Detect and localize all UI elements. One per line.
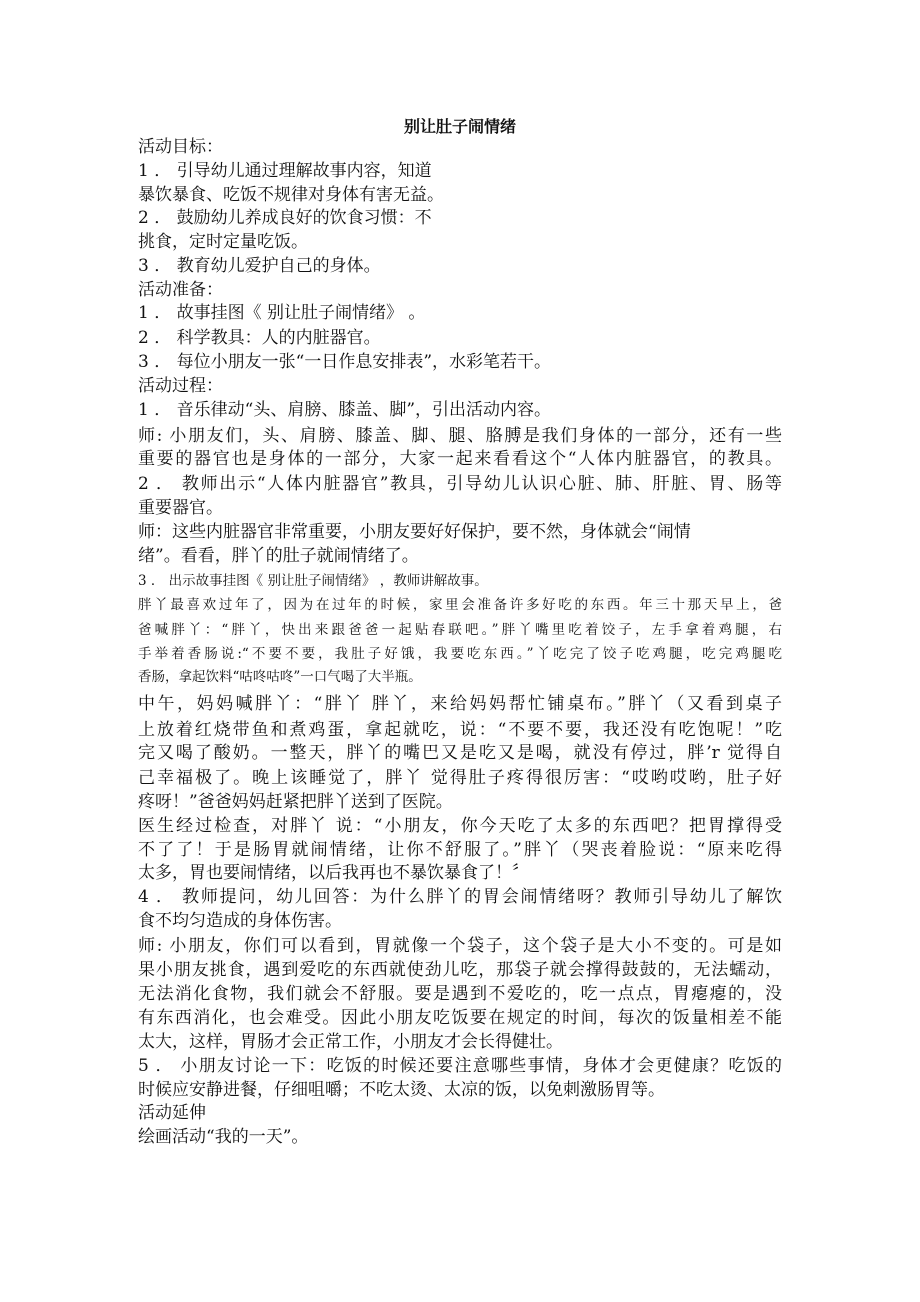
text-line: 不了了！于是肠胃就闹情绪，让你不舒服了。”胖丫（哭丧着脸说：“原来吃得 <box>138 840 782 860</box>
text-line: 有东西消化，也会难受。因此小朋友吃饭要在规定的时间，每次的饭量相差不能 <box>138 1008 782 1028</box>
text-line: 完又喝了酸奶。一整天，胖丫的嘴巴又是吃又是喝，就没有停过，胖’r 觉得自 <box>138 743 782 763</box>
text-line: 2 ． 鼓励幼儿养成良好的饮食习惯：不 <box>138 208 432 228</box>
text-line: 时候应安静进餐，仔细咀嚼；不吃太烫、太凉的饭，以免刺激肠胃等。 <box>138 1080 665 1100</box>
text-line: 活动过程： <box>138 376 223 396</box>
text-line: 重要的器官也是身体的一部分，大家一起来看看这个“人体内脏器官，的教具。 <box>138 449 782 469</box>
text-line: 太多，胃也要闹情绪，以后我再也不暴饮暴食了！〞 <box>138 863 529 883</box>
text-line: 上放着红烧带鱼和煮鸡蛋，拿起就吃，说：“不要不要，我还没有吃饱呢！”吃 <box>138 720 782 740</box>
text-line: 胖丫最喜欢过年了，因为在过年的时候，家里会准备许多好吃的东西。年三十那天早上，爸 <box>138 597 782 613</box>
text-line: 无法消化食物，我们就会不舒服。要是遇到不爱吃的，吃一点点，胃瘪瘪的，没 <box>138 984 782 1004</box>
text-line: 2 ． 科学教具：人的内脏器官。 <box>138 328 381 348</box>
text-line: 师：这些内脏器官非常重要，小朋友要好好保护，要不然，身体就会“闹情 <box>138 522 691 542</box>
text-line: 2 ． 教师出示“人体内脏器官”教具，引导幼儿认识心脏、肺、肝脏、胃、肠等 <box>138 474 782 494</box>
text-line: 1 ． 引导幼儿通过理解故事内容，知道 <box>138 161 432 181</box>
text-line: 3 ． 教育幼儿爱护自己的身体。 <box>138 256 381 276</box>
text-line: 1 ． 故事挂图《 别让肚子闹情绪》 。 <box>138 303 426 323</box>
text-line: 中午，妈妈喊胖丫：“胖丫 胖丫，来给妈妈帮忙铺桌布。”胖丫（又看到桌子 <box>138 694 782 714</box>
text-line: 绘画活动“我的一天”。 <box>138 1127 309 1147</box>
text-line: 5 ． 小朋友讨论一下：吃饭的时候还要注意哪些事情，身体才会更健康？吃饭的 <box>138 1056 782 1076</box>
text-line: 师: 小朋友，你们可以看到，胃就像一个袋子，这个袋子是大小不变的。可是如 <box>138 936 782 956</box>
document-title: 别让肚子闹情绪 <box>403 117 516 136</box>
text-line: 香肠，拿起饮料“咕咚咕咚”一口气喝了大半瓶。 <box>138 669 422 685</box>
text-line: 3 ． 每位小朋友一张“一日作息安排表”，水彩笔若干。 <box>138 352 552 372</box>
text-line: 暴饮暴食、吃饭不规律对身体有害无益。 <box>138 185 444 205</box>
text-line: 医生经过检查，对胖丫 说：“小朋友，你今天吃了太多的东西吧？把胃撑得受 <box>138 816 782 836</box>
text-line: 绪”。看看，胖丫的肚子就闹情绪了。 <box>138 546 419 566</box>
text-line: 活动延伸 <box>138 1103 206 1123</box>
text-line: 3 ． 出示故事挂图《 别让肚子闹情绪》 ，教师讲解故事。 <box>138 573 488 589</box>
text-line: 重要器官。 <box>138 498 223 518</box>
text-line: 1 ． 音乐律动“头、肩膀、膝盖、脚”，引出活动内容。 <box>138 400 552 420</box>
text-line: 4 ． 教师提问，幼儿回答：为什么胖丫的胃会闹情绪呀？教师引导幼儿了解饮 <box>138 887 782 907</box>
text-line: 疼呀！”爸爸妈妈赶紧把胖丫送到了医院。 <box>138 792 453 812</box>
text-line: 果小朋友挑食，遇到爱吃的东西就使劲儿吃，那袋子就会撑得鼓鼓的，无法蠕动， <box>138 960 782 980</box>
text-line: 活动准备： <box>138 280 223 300</box>
text-line: 师: 小朋友们，头、肩膀、膝盖、脚、腿、胳膊是我们身体的一部分，还有一些 <box>138 426 782 446</box>
text-line: 活动目标： <box>138 137 223 157</box>
text-line: 手举着香肠说:“不要不要，我肚子好饿，我要吃东西。”丫吃完了饺子吃鸡腿，吃完鸡腿吃 <box>138 646 782 662</box>
text-line: 爸喊胖丫：“胖丫，快出来跟爸爸一起贴春联吧。”胖丫嘴里吃着饺子，左手拿着鸡腿，右 <box>138 622 782 638</box>
text-line: 太大，这样，胃肠才会正常工作，小朋友才会长得健壮。 <box>138 1032 563 1052</box>
text-line: 己幸福极了。晚上该睡觉了，胖丫 觉得肚子疼得很厉害：“哎哟哎哟，肚子好 <box>138 768 782 788</box>
text-line: 食不均匀造成的身体伤害。 <box>138 911 342 931</box>
text-line: 挑食，定时定量吃饭。 <box>138 232 308 252</box>
